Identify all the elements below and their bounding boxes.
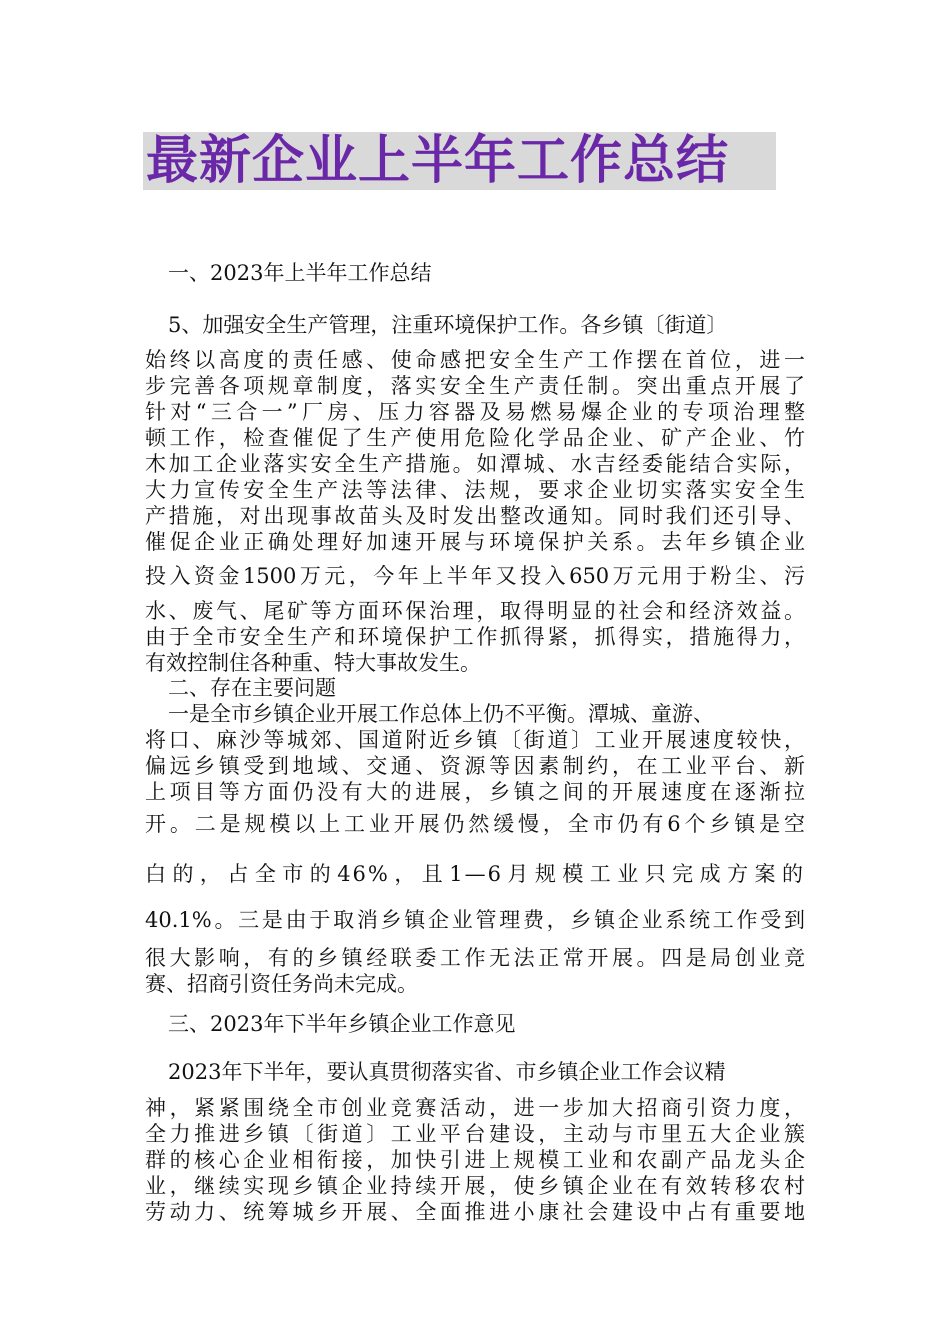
- paragraph-line: 很大影响，有的乡镇经联委工作无法正常开展。四是局创业竞: [145, 946, 805, 970]
- paragraph-line: 水、废气、尾矿等方面环保治理，取得明显的社会和经济效益。: [145, 599, 805, 623]
- paragraph-line: 一是全市乡镇企业开展工作总体上仍不平衡。潭城、童游、: [168, 702, 714, 726]
- paragraph-line: 全力推进乡镇〔街道〕工业平台建设，主动与市里五大企业簇: [145, 1122, 805, 1146]
- section-heading-1: 一、2023年上半年工作总结: [168, 261, 432, 285]
- paragraph-line: 业，继续实现乡镇企业持续开展，使乡镇企业在有效转移农村: [145, 1174, 805, 1198]
- paragraph-line: 40.1%。三是由于取消乡镇企业管理费，乡镇企业系统工作受到: [145, 908, 805, 932]
- paragraph-line: 开。二是规模以上工业开展仍然缓慢，全市仍有6个乡镇是空: [145, 812, 805, 836]
- paragraph-line: 神，紧紧围绕全市创业竞赛活动，进一步加大招商引资力度，: [145, 1096, 805, 1120]
- paragraph-line: 群的核心企业相衔接，加快引进上规模工业和农副产品龙头企: [145, 1148, 805, 1172]
- section-heading-3: 三、2023年下半年乡镇企业工作意见: [168, 1012, 516, 1036]
- paragraph-line: 顿工作，检查催促了生产使用危险化学品企业、矿产企业、竹: [145, 426, 805, 450]
- paragraph-line: 2023年下半年，要认真贯彻落实省、市乡镇企业工作会议精: [168, 1060, 726, 1084]
- paragraph-line: 赛、招商引资任务尚未完成。: [145, 972, 418, 996]
- paragraph-line: 有效控制住各种重、特大事故发生。: [145, 651, 481, 675]
- paragraph-line: 步完善各项规章制度，落实安全生产责任制。突出重点开展了: [145, 374, 805, 398]
- section-heading-2: 二、存在主要问题: [168, 676, 336, 700]
- paragraph-line: 由于全市安全生产和环境保护工作抓得紧，抓得实，措施得力，: [145, 625, 805, 649]
- paragraph-line: 始终以高度的责任感、使命感把安全生产工作摆在首位，进一: [145, 348, 805, 372]
- paragraph-line: 针对“三合一”厂房、压力容器及易燃易爆企业的专项治理整: [145, 400, 805, 424]
- paragraph-line: 劳动力、统筹城乡开展、全面推进小康社会建设中占有重要地: [145, 1200, 805, 1224]
- paragraph-line: 上项目等方面仍没有大的进展，乡镇之间的开展速度在逐渐拉: [145, 780, 805, 804]
- paragraph-line: 投入资金1500万元，今年上半年又投入650万元用于粉尘、污: [145, 564, 805, 588]
- paragraph-line: 大力宣传安全生产法等法律、法规，要求企业切实落实安全生: [145, 478, 805, 502]
- paragraph-line: 白的，占全市的46%，且1—6月规模工业只完成方案的: [145, 862, 805, 886]
- paragraph-line: 将口、麻沙等城郊、国道附近乡镇〔街道〕工业开展速度较快，: [145, 728, 805, 752]
- paragraph-line: 催促企业正确处理好加速开展与环境保护关系。去年乡镇企业: [145, 530, 805, 554]
- paragraph-line: 产措施，对出现事故苗头及时发出整改通知。同时我们还引导、: [145, 504, 805, 528]
- page-title: 最新企业上半年工作总结: [146, 131, 730, 191]
- paragraph-line: 5、加强安全生产管理，注重环境保护工作。各乡镇〔街道〕: [168, 313, 728, 337]
- paragraph-line: 木加工企业落实安全生产措施。如潭城、水吉经委能结合实际，: [145, 452, 805, 476]
- paragraph-line: 偏远乡镇受到地域、交通、资源等因素制约，在工业平台、新: [145, 754, 805, 778]
